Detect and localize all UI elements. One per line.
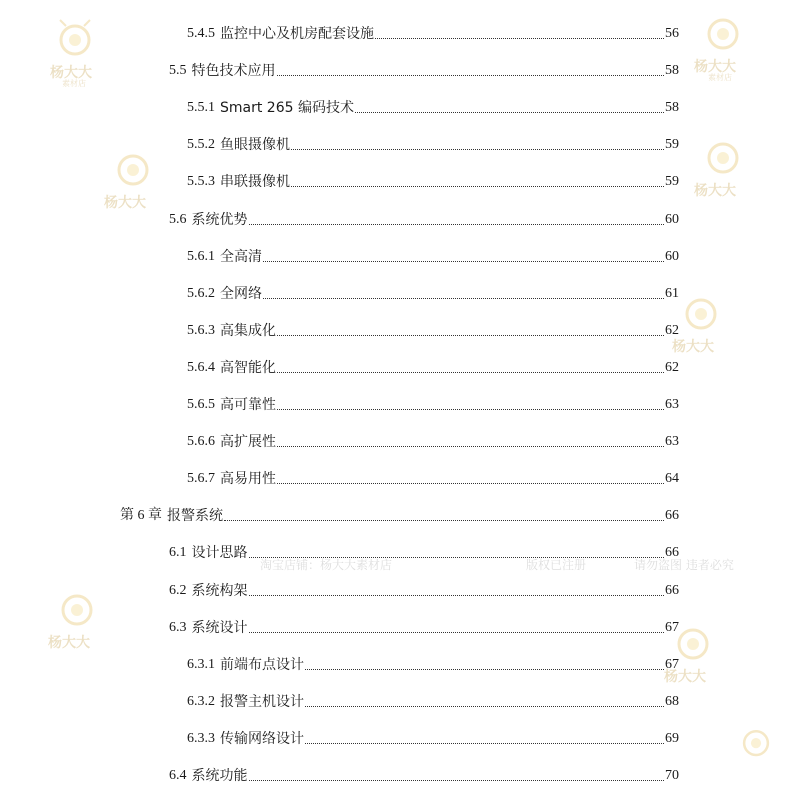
toc-entry-page: 63 bbox=[665, 434, 679, 450]
watermark-logo-text: 杨大大 bbox=[694, 183, 736, 199]
watermark-banner-warning: 请勿盗图 违者必究 bbox=[634, 558, 734, 572]
toc-entry-page: 62 bbox=[665, 359, 679, 375]
bee-icon bbox=[100, 148, 166, 220]
watermark-logo bbox=[42, 18, 108, 95]
toc-entry-page: 56 bbox=[665, 26, 679, 41]
toc-entry-page: 58 bbox=[665, 63, 679, 79]
watermark-logo bbox=[690, 12, 756, 89]
toc-entry-number: 第 6 章 bbox=[120, 508, 162, 524]
toc-entry-title: 报警主机设计 bbox=[220, 693, 304, 710]
toc-entry-number: 5.6.1 bbox=[187, 248, 215, 264]
toc-entry[interactable] bbox=[187, 315, 679, 339]
watermark-banner-rights: 版权已注册 bbox=[526, 558, 587, 572]
toc-entry-page: 70 bbox=[665, 768, 679, 783]
toc-entry-page: 66 bbox=[665, 582, 679, 598]
toc-entry[interactable] bbox=[187, 463, 679, 487]
toc-entry-page: 68 bbox=[665, 693, 679, 709]
toc-dot-leader bbox=[277, 75, 665, 76]
toc-entry-title: 全网络 bbox=[220, 285, 262, 302]
toc-entry[interactable] bbox=[187, 278, 679, 302]
toc-dot-leader bbox=[224, 520, 664, 521]
toc-dot-leader bbox=[249, 595, 665, 596]
toc-entry[interactable] bbox=[169, 55, 679, 79]
toc-dot-leader bbox=[355, 112, 664, 113]
toc-entry-page: 67 bbox=[665, 656, 679, 672]
toc-dot-leader bbox=[249, 780, 665, 781]
toc-entry-title: 高可靠性 bbox=[220, 397, 276, 413]
toc-entry-title: 高集成化 bbox=[220, 322, 276, 339]
toc-entry[interactable] bbox=[169, 204, 679, 228]
toc-entry-title: 高扩展性 bbox=[220, 434, 276, 451]
toc-entry-page: 62 bbox=[665, 322, 679, 338]
toc-entry-title: 前端布点设计 bbox=[220, 656, 304, 673]
toc-entry-page: 66 bbox=[665, 508, 679, 524]
toc-dot-leader bbox=[277, 335, 664, 336]
toc-entry[interactable] bbox=[187, 649, 679, 673]
toc-entry-number: 5.6.2 bbox=[187, 285, 215, 301]
toc-entry[interactable] bbox=[187, 723, 679, 747]
toc-entry-number: 5.6 bbox=[169, 211, 187, 227]
toc-entry[interactable] bbox=[187, 166, 679, 190]
toc-entry-number: 6.3.1 bbox=[187, 656, 215, 672]
toc-entry-number: 6.3.2 bbox=[187, 693, 215, 709]
toc-dot-leader bbox=[249, 557, 665, 558]
bee-icon bbox=[690, 136, 756, 208]
watermark-logo-subtext: 素材店 bbox=[708, 73, 732, 82]
watermark-logo-subtext: 素材店 bbox=[62, 79, 86, 88]
toc-entry-number: 5.6.7 bbox=[187, 471, 215, 487]
toc-entry[interactable] bbox=[169, 760, 679, 784]
watermark-logo bbox=[44, 588, 110, 665]
toc-entry-number: 6.3.3 bbox=[187, 730, 215, 746]
watermark-logo-text: 杨大大 bbox=[104, 195, 146, 211]
toc-entry[interactable] bbox=[169, 612, 679, 636]
toc-entry-page: 58 bbox=[665, 100, 679, 116]
toc-entry-title: 高易用性 bbox=[220, 471, 276, 488]
toc-dot-leader bbox=[277, 483, 664, 484]
bee-icon bbox=[42, 18, 108, 90]
watermark-logo bbox=[728, 724, 784, 791]
bee-icon bbox=[690, 12, 756, 84]
toc-entry-title: 高智能化 bbox=[220, 359, 276, 376]
toc-dot-leader bbox=[249, 632, 665, 633]
toc-entry-title: 系统设计 bbox=[191, 619, 248, 636]
toc-dot-leader bbox=[277, 409, 664, 410]
toc-entry-page: 60 bbox=[665, 248, 679, 264]
toc-entry-title: 传输网络设计 bbox=[220, 730, 304, 747]
toc-entry-number: 5.4.5 bbox=[187, 26, 215, 41]
toc-entry-page: 63 bbox=[665, 397, 679, 412]
toc-entry-title: 系统构架 bbox=[191, 582, 248, 599]
toc-entry-number: 6.2 bbox=[169, 582, 187, 598]
toc-entry-number: 5.6.6 bbox=[187, 434, 215, 450]
toc-entry-title: 系统优势 bbox=[191, 211, 248, 228]
toc-dot-leader bbox=[249, 224, 665, 225]
toc-entry-page: 64 bbox=[665, 471, 679, 487]
bee-icon bbox=[728, 724, 784, 786]
toc-dot-leader bbox=[291, 186, 664, 187]
watermark-logo-text: 杨大大 bbox=[694, 59, 736, 75]
toc-dot-leader bbox=[375, 38, 664, 39]
toc-dot-leader bbox=[263, 298, 664, 299]
toc-entry-number: 5.5.2 bbox=[187, 137, 215, 153]
toc-entry[interactable] bbox=[187, 129, 679, 153]
toc-entry-number: 5.5.3 bbox=[187, 174, 215, 190]
watermark-logo bbox=[100, 148, 166, 225]
toc-entry[interactable] bbox=[169, 537, 679, 561]
toc-entry-number: 5.5 bbox=[169, 63, 187, 79]
toc-entry-number: 5.6.5 bbox=[187, 397, 215, 412]
toc-entry[interactable] bbox=[120, 500, 679, 524]
toc-entry-number: 5.6.4 bbox=[187, 359, 215, 375]
toc-entry[interactable] bbox=[187, 241, 679, 265]
toc-dot-leader bbox=[263, 261, 664, 262]
toc-dot-leader bbox=[277, 446, 664, 447]
watermark-logo bbox=[690, 136, 756, 213]
toc-entry-title: 报警系统 bbox=[167, 508, 223, 525]
toc-entry-page: 66 bbox=[665, 545, 679, 561]
toc-dot-leader bbox=[305, 669, 664, 670]
toc-entry-page: 61 bbox=[665, 285, 679, 301]
toc-entry-title: 设计思路 bbox=[191, 545, 248, 562]
toc-entry[interactable] bbox=[169, 575, 679, 599]
toc-entry-title: 全高清 bbox=[220, 248, 262, 265]
toc-dot-leader bbox=[291, 149, 664, 150]
toc-entry-title: 系统功能 bbox=[191, 768, 248, 784]
watermark-logo-text: 杨大大 bbox=[664, 669, 706, 685]
toc-entry-number: 6.1 bbox=[169, 545, 187, 561]
toc-entry-page: 59 bbox=[665, 137, 679, 153]
toc-entry[interactable] bbox=[187, 92, 679, 116]
bee-icon bbox=[44, 588, 110, 660]
toc-entry-title: 监控中心及机房配套设施 bbox=[220, 26, 374, 42]
toc-entry-number: 6.3 bbox=[169, 619, 187, 635]
toc-entry-page: 67 bbox=[665, 619, 679, 635]
toc-entry-number: 5.5.1 bbox=[187, 100, 215, 116]
toc-entry-title: 特色技术应用 bbox=[191, 63, 276, 80]
toc-dot-leader bbox=[305, 743, 664, 744]
toc-entry-page: 69 bbox=[665, 730, 679, 746]
toc-entry-page: 59 bbox=[665, 174, 679, 190]
toc-entry-title: Smart 265 编码技术 bbox=[220, 100, 354, 117]
watermark-logo-text: 杨大大 bbox=[50, 65, 92, 81]
toc-entry-number: 5.6.3 bbox=[187, 322, 215, 338]
toc-dot-leader bbox=[277, 372, 664, 373]
watermark-banner-shop: 淘宝店铺：杨大大素材店 bbox=[260, 558, 393, 572]
toc-entry[interactable] bbox=[187, 18, 679, 42]
toc-entry-title: 鱼眼摄像机 bbox=[220, 137, 290, 154]
toc-entry[interactable] bbox=[187, 389, 679, 413]
toc-entry[interactable] bbox=[187, 352, 679, 376]
toc-entry-number: 6.4 bbox=[169, 768, 187, 783]
watermark-logo-text: 杨大大 bbox=[672, 339, 714, 355]
toc-dot-leader bbox=[305, 706, 664, 707]
toc-entry-title: 串联摄像机 bbox=[220, 174, 290, 191]
toc-entry[interactable] bbox=[187, 426, 679, 450]
watermark-logo-text: 杨大大 bbox=[48, 635, 90, 651]
toc-entry-page: 60 bbox=[665, 211, 679, 227]
toc-entry[interactable] bbox=[187, 686, 679, 710]
